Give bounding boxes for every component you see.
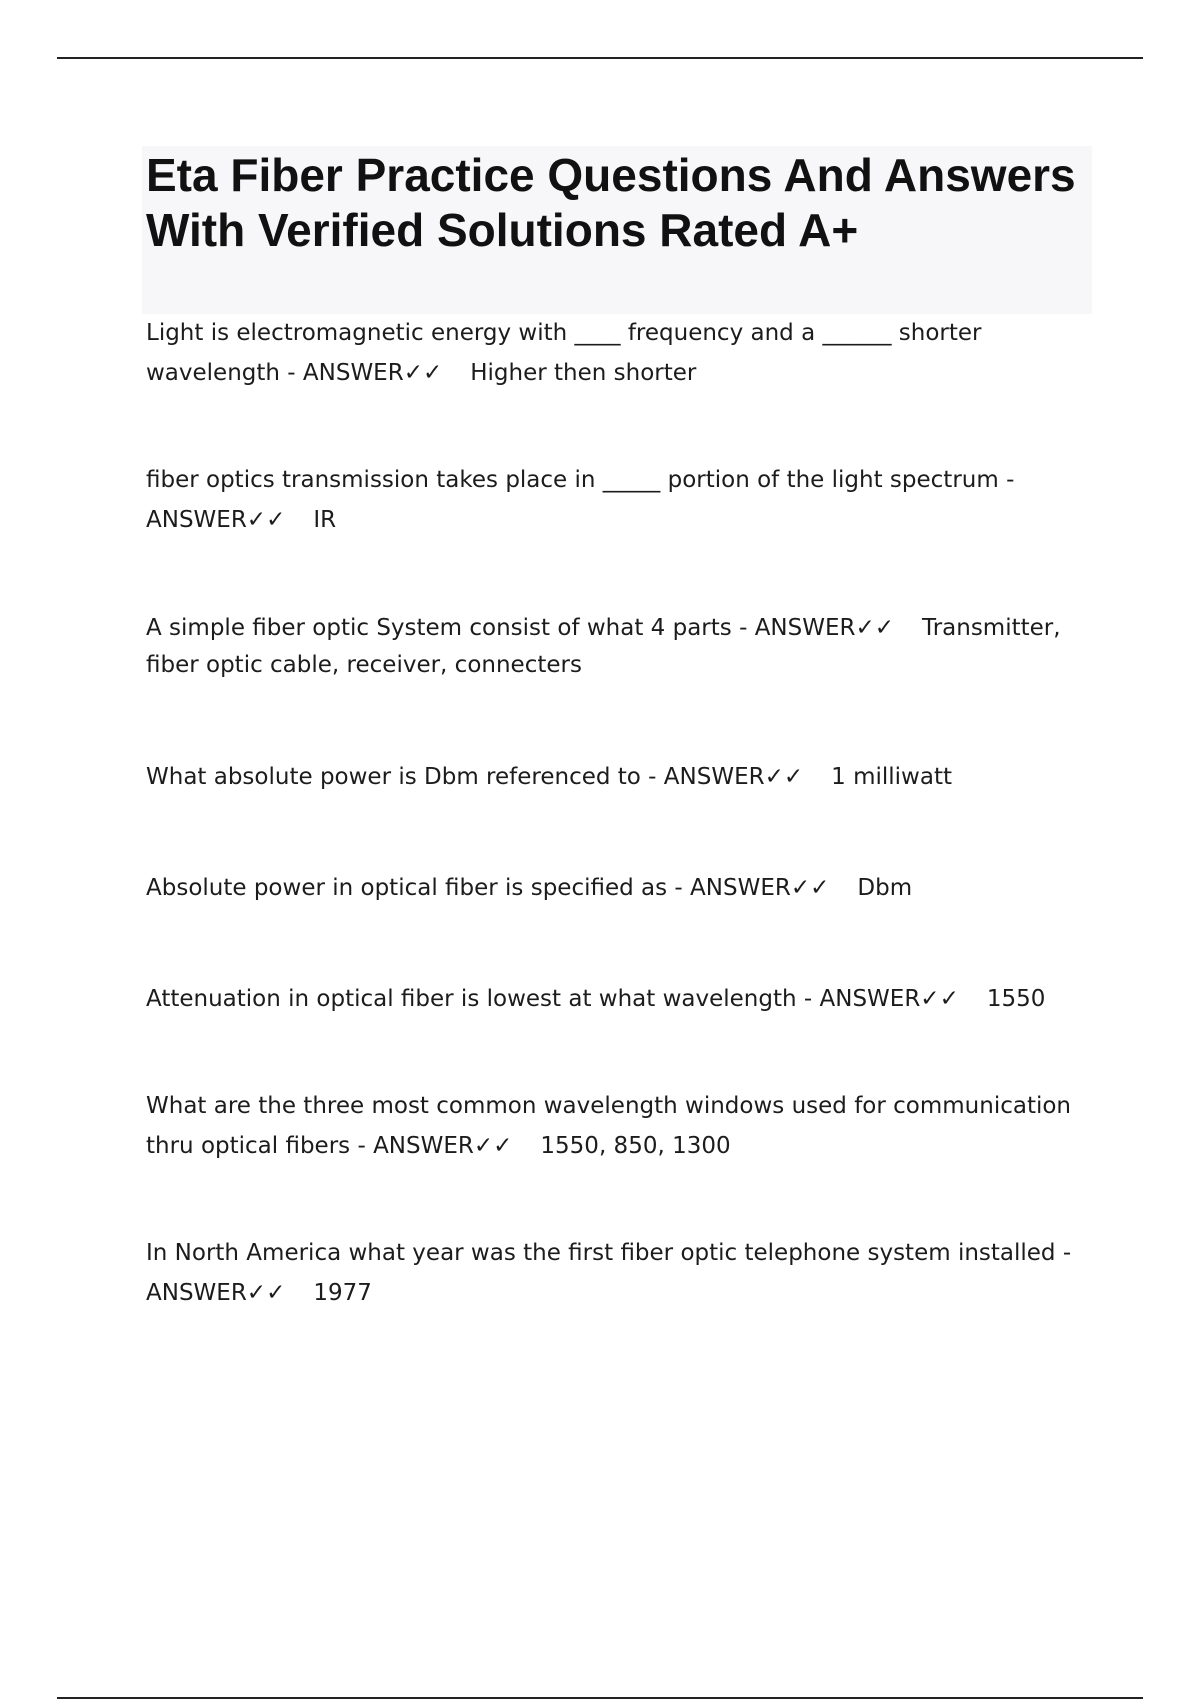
answer-text: Transmitter, fiber optic cable, receiver, connecters bbox=[146, 615, 1061, 678]
answer-text: 1 milliwatt bbox=[831, 764, 952, 790]
answer-tag: ANSWER bbox=[373, 1133, 474, 1159]
title-block bbox=[142, 146, 1092, 314]
qa-item-7 bbox=[146, 1086, 1096, 1166]
answer-tag: ANSWER bbox=[663, 764, 765, 790]
answer-tag: ANSWER bbox=[754, 615, 856, 641]
question-text: What are the three most common wavelength windows used for communication thru optical fibers - bbox=[146, 1093, 1072, 1159]
qa-item-6 bbox=[146, 979, 1096, 1019]
answer-text: Higher then shorter bbox=[470, 360, 697, 386]
answer-tag: ANSWER bbox=[819, 986, 921, 1012]
answer-tag: ANSWER bbox=[146, 507, 247, 533]
bottom-rule bbox=[57, 1697, 1143, 1699]
question-text: Attenuation in optical fiber is lowest at what wavelength - bbox=[146, 986, 820, 1012]
check-marks-icon: ✓✓ bbox=[790, 875, 830, 901]
check-marks-icon: ✓✓ bbox=[473, 1133, 513, 1159]
answer-tag: ANSWER bbox=[302, 360, 404, 386]
answer-text: IR bbox=[313, 507, 337, 533]
answer-tag: ANSWER bbox=[146, 1280, 247, 1306]
qa-item-5 bbox=[146, 868, 1096, 908]
answer-text: 1550 bbox=[986, 986, 1046, 1012]
qa-item-2 bbox=[146, 460, 1096, 540]
check-marks-icon: ✓✓ bbox=[764, 764, 804, 790]
check-marks-icon: ✓✓ bbox=[246, 507, 286, 533]
question-text: What absolute power is Dbm referenced to - bbox=[146, 764, 664, 790]
question-text: A simple fiber optic System consist of what 4 parts - bbox=[146, 615, 755, 641]
question-text: fiber optics transmission takes place in _____ portion of the light spectrum - bbox=[146, 467, 1015, 493]
check-marks-icon: ✓✓ bbox=[920, 986, 959, 1012]
document-title: Eta Fiber Practice Questions And Answers With Verified Solutions Rated A+ bbox=[146, 149, 1076, 256]
top-rule bbox=[57, 57, 1143, 59]
question-text: Light is electromagnetic energy with ____ frequency and a ______ shorter wavelength - bbox=[146, 320, 982, 386]
check-marks-icon: ✓✓ bbox=[246, 1280, 286, 1306]
check-marks-icon: ✓✓ bbox=[855, 615, 895, 641]
qa-item-4 bbox=[146, 757, 1096, 797]
answer-text: 1550, 850, 1300 bbox=[540, 1133, 731, 1159]
question-text: Absolute power in optical fiber is specified as - bbox=[146, 875, 691, 901]
qa-item-3 bbox=[146, 610, 1096, 684]
answer-text: Dbm bbox=[857, 875, 913, 901]
answer-tag: ANSWER bbox=[690, 875, 791, 901]
answer-text: 1977 bbox=[313, 1280, 372, 1306]
question-text: In North America what year was the first fiber optic telephone system installed - bbox=[146, 1240, 1072, 1266]
check-marks-icon: ✓✓ bbox=[403, 360, 443, 386]
qa-item-8 bbox=[146, 1233, 1096, 1313]
qa-item-1 bbox=[146, 313, 1096, 393]
